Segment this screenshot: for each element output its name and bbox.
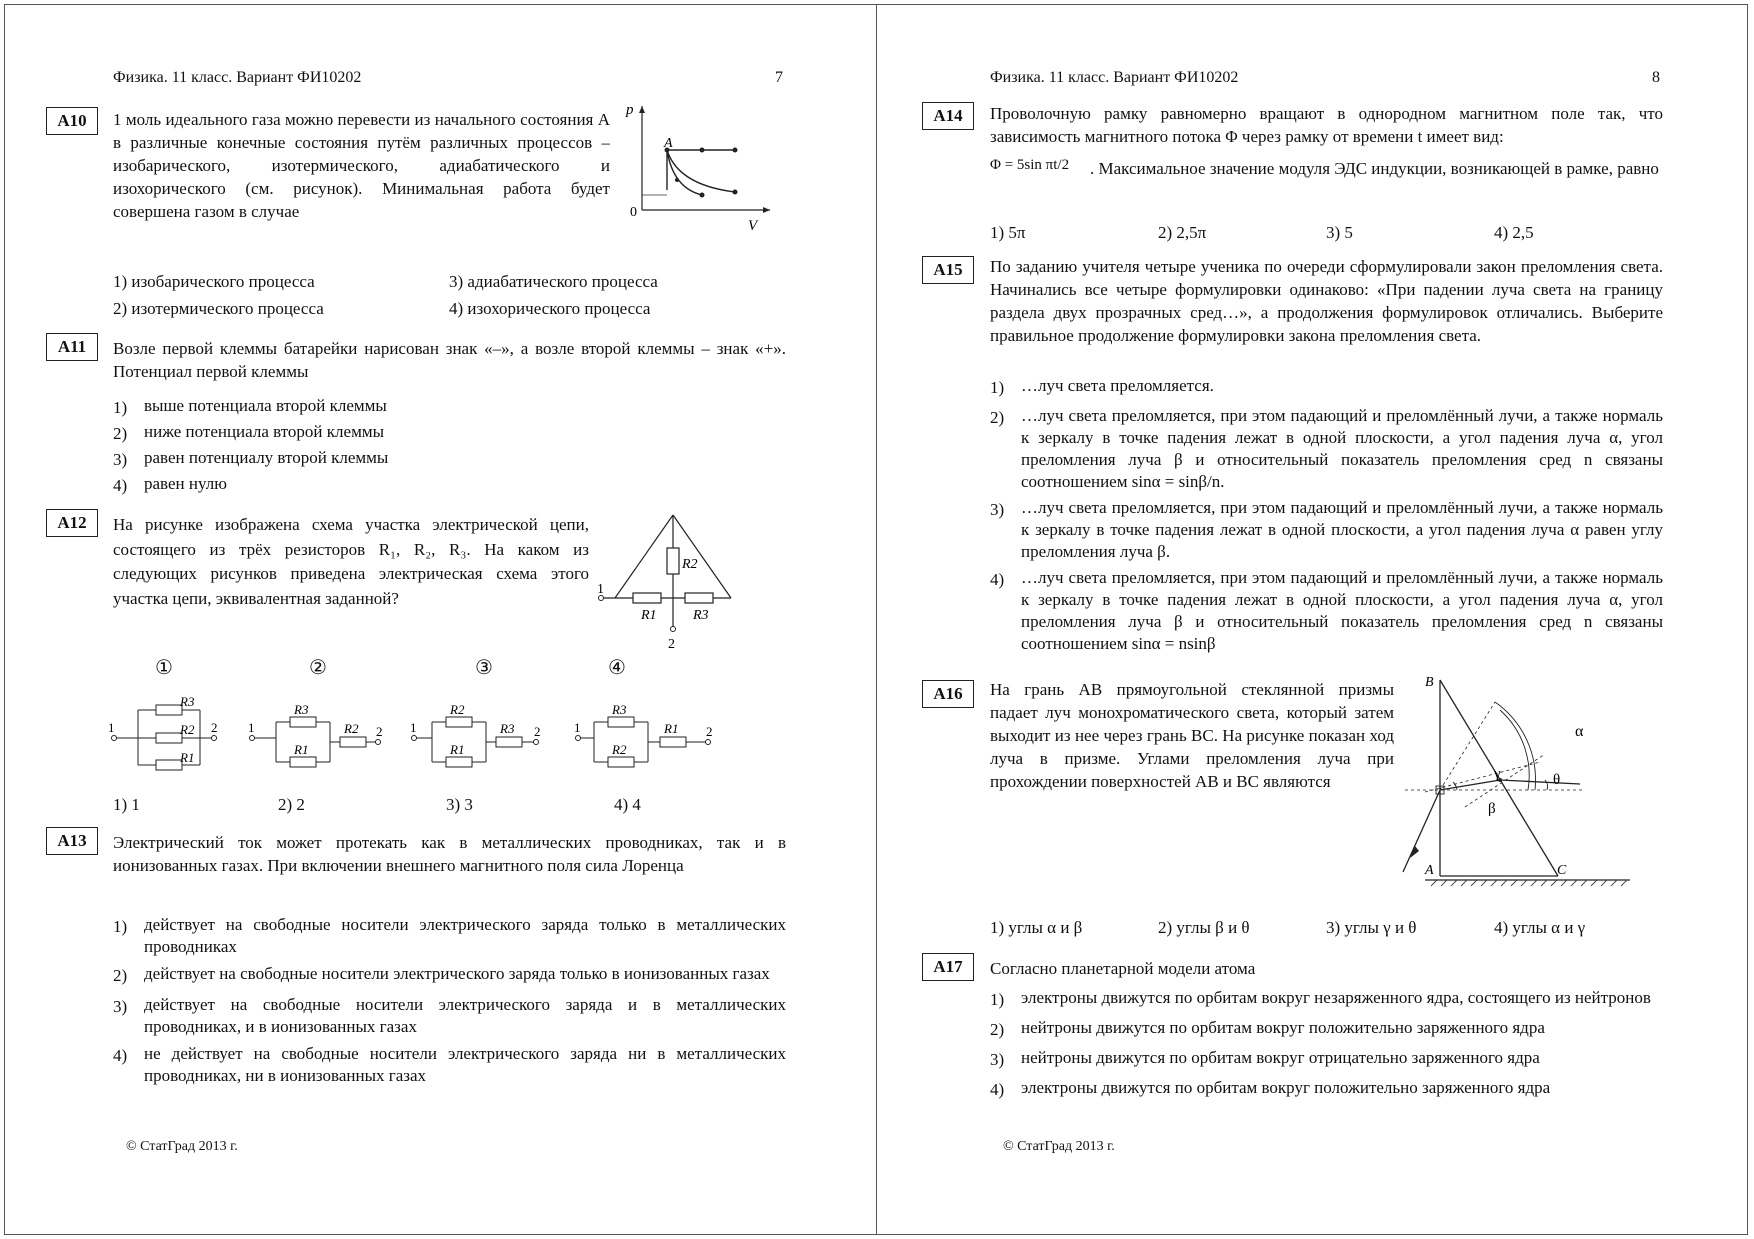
- a16-text: На грань AB прямоугольной стеклянной призмы падает луч монохроматического света, который затем выходит из нее через грань BC. На рисунке показан ход луча в призме. Углами преломления луча при прохождении поверхностей AB и BC являются: [990, 680, 1394, 791]
- a12-options: [113, 795, 641, 815]
- svg-text:β: β: [1488, 801, 1496, 817]
- right-footer: © СтатГрад 2013 г.: [1003, 1139, 1115, 1154]
- a17-option[interactable]: 2) нейтроны движутся по орбитам вокруг положительно заряженного ядра: [990, 1018, 1545, 1039]
- a12-variant-3-circuit: [410, 702, 541, 767]
- a14-text2: . Максимальное значение модуля ЭДС индукции, возникающей в рамке, равно: [1090, 159, 1659, 178]
- svg-text:γ: γ: [1494, 766, 1501, 782]
- a17-option[interactable]: 1) электроны движутся по орбитам вокруг незаряженного ядра, состоящего из нейтронов: [990, 988, 1651, 1009]
- svg-text:R2: R2: [180, 722, 195, 737]
- svg-text:2: 2: [706, 724, 713, 739]
- a15-option[interactable]: 2) …луч света преломляется, при этом падающий и преломлённый лучи, а также нормаль к зеркалу в точке падения лежат в одной плоскости, а угол падения луча α, угол преломления луча β и относительный показатель преломления сред n связаны соотношением sinα = sinβ/n.: [990, 406, 1663, 491]
- a10-options-row1: [113, 272, 658, 292]
- a10-text: 1 моль идеального газа можно перевести из начального состояния A в различные конечные состояния путём различных процессов – изобарического, изотермического, адиабатического и изохорического (см. рисунок). Минимальная работа будет совершена газом в случае: [113, 110, 610, 221]
- left-header: Физика. 11 класс. Вариант ФИ10202: [113, 69, 362, 86]
- svg-text:B: B: [1425, 675, 1434, 690]
- a10-point-label: A: [664, 136, 673, 151]
- a10-option-1[interactable]: 1) изобарического процесса: [113, 272, 315, 291]
- a14-options: [990, 223, 1534, 243]
- a11-option[interactable]: 1) выше потенциала второй клеммы: [113, 396, 387, 417]
- svg-text:R2: R2: [682, 557, 698, 572]
- a12-option-1[interactable]: 1) 1: [113, 795, 140, 814]
- svg-text:R1: R1: [664, 721, 679, 736]
- a17-option[interactable]: 4) электроны движутся по орбитам вокруг положительно заряженного ядра: [990, 1078, 1551, 1099]
- a17-option[interactable]: 3) нейтроны движутся по орбитам вокруг отрицательно заряженного ядра: [990, 1048, 1540, 1069]
- svg-text:1: 1: [248, 720, 255, 735]
- svg-text:θ: θ: [1553, 772, 1561, 788]
- a11-text: Возле первой клеммы батарейки нарисован знак «–», а возле второй клеммы – знак «+». Потенциал первой клеммы: [113, 339, 786, 381]
- a10-option-2[interactable]: 2) изотермического процесса: [113, 299, 324, 318]
- a13-option[interactable]: 4) не действует на свободные носители электрического заряда ни в металлических проводниках, ни в ионизованных газах: [113, 1044, 786, 1085]
- a12-variant-1-number: ①: [155, 657, 173, 679]
- a15-options: [990, 375, 1663, 655]
- svg-text:1: 1: [108, 720, 115, 735]
- a16-option-2[interactable]: 2) углы β и θ: [1158, 918, 1250, 937]
- a16-tag: A16: [922, 680, 974, 708]
- a14-option-2[interactable]: 2) 2,5π: [1158, 223, 1207, 242]
- right-header: Физика. 11 класс. Вариант ФИ10202: [990, 69, 1239, 86]
- a11-option[interactable]: 2) ниже потенциала второй клеммы: [113, 422, 385, 443]
- a16-incident-ray: [1403, 790, 1440, 872]
- svg-text:R1: R1: [450, 742, 465, 757]
- a12-variant-2-circuit: [248, 702, 383, 767]
- a17-options: [990, 987, 1663, 1103]
- a13-option[interactable]: 2) действует на свободные носители электрического заряда только в ионизованных газах: [113, 964, 770, 985]
- svg-text:R1: R1: [294, 742, 309, 757]
- left-page-number: 7: [775, 69, 783, 86]
- a11-options: [113, 395, 786, 499]
- page-divider: [876, 4, 877, 1235]
- svg-text:R1: R1: [180, 750, 195, 765]
- a12-option-2[interactable]: 2) 2: [278, 795, 305, 814]
- a15-text: По заданию учителя четыре ученика по очереди сформулировали закон преломления света. Начинались все четыре формулировки одинаково: «При падении луча света на границу раздела двух прозрачных сред…», а продолжения формулировок отличались. Выберите правильное продолжение формулировки закона преломления света.: [990, 257, 1663, 345]
- svg-text:R3: R3: [693, 608, 709, 623]
- a10-option-3[interactable]: 3) адиабатического процесса: [449, 272, 658, 291]
- svg-text:R1: R1: [641, 608, 657, 623]
- svg-text:2: 2: [211, 720, 218, 735]
- a12-variant-1-circuit: [108, 694, 218, 770]
- a16-option-1[interactable]: 1) углы α и β: [990, 918, 1083, 937]
- a11-option[interactable]: 4) равен нулю: [113, 474, 227, 495]
- a12-option-3[interactable]: 3) 3: [446, 795, 473, 814]
- a12-r3: [685, 593, 713, 603]
- a16-refracted-ray: [1440, 780, 1500, 790]
- a12-tag: A12: [46, 509, 98, 537]
- a12-triangle-circuit: [595, 510, 745, 652]
- svg-text:A: A: [1425, 863, 1434, 878]
- a14-option-4[interactable]: 4) 2,5: [1494, 223, 1534, 242]
- a15-tag: A15: [922, 256, 974, 284]
- svg-text:1: 1: [410, 720, 417, 735]
- a13-text: Электрический ток может протекать как в металлических проводниках, так и в ионизованных газах. При включении внешнего магнитного поля сила Лоренца: [113, 833, 786, 875]
- a13-options: [113, 914, 786, 1087]
- svg-text:R2: R2: [450, 702, 465, 717]
- a10-options-row2: [113, 299, 650, 319]
- a10-v-label: V: [748, 218, 758, 234]
- a16-prism-figure: [1395, 672, 1635, 892]
- a17-text: Согласно планетарной модели атома: [990, 959, 1256, 978]
- a10-adiabat: [667, 150, 702, 195]
- a12-variant-3-number: ③: [475, 657, 493, 679]
- svg-text:R2: R2: [344, 721, 359, 736]
- a16-option-4[interactable]: 4) углы α и γ: [1494, 918, 1586, 937]
- a10-pv-graph: [620, 100, 770, 235]
- a12-r1: [633, 593, 661, 603]
- svg-text:2: 2: [668, 637, 675, 652]
- a14-tag: A14: [922, 102, 974, 130]
- a12-variant-4-circuit: [574, 702, 713, 767]
- svg-text:C: C: [1557, 863, 1567, 878]
- a11-tag: A11: [46, 333, 98, 361]
- a10-option-4[interactable]: 4) изохорического процесса: [449, 299, 651, 318]
- right-page-number: 8: [1652, 69, 1660, 86]
- a12-option-4[interactable]: 4) 4: [614, 795, 641, 814]
- svg-text:1: 1: [574, 720, 581, 735]
- a16-options: [990, 918, 1585, 938]
- a10-isotherm: [667, 150, 735, 192]
- a13-option[interactable]: 1) действует на свободные носители электрического заряда только в металлических проводниках: [113, 915, 786, 956]
- a15-option[interactable]: 1) …луч света преломляется.: [990, 376, 1214, 397]
- a13-option[interactable]: 3) действует на свободные носители электрического заряда и в металлических проводниках, и в ионизованных газах: [113, 995, 786, 1036]
- svg-text:2: 2: [376, 724, 383, 739]
- a10-origin-label: 0: [630, 205, 637, 220]
- a16-exit-ray: [1500, 780, 1580, 784]
- svg-text:1: 1: [597, 582, 604, 597]
- svg-text:R2: R2: [612, 742, 627, 757]
- a17-tag: A17: [922, 953, 974, 981]
- svg-text:R3: R3: [612, 702, 627, 717]
- a12-variant-2-number: ②: [309, 657, 327, 679]
- a10-tag: A10: [46, 107, 98, 135]
- a14-formula: Φ = 5sin πt/2: [990, 157, 1070, 173]
- a10-p-label: p: [626, 102, 634, 118]
- a12-variant-circuits: [108, 688, 728, 778]
- a12-r2: [667, 548, 679, 574]
- svg-text:α: α: [1575, 723, 1584, 740]
- a11-option[interactable]: 3) равен потенциалу второй клеммы: [113, 448, 389, 469]
- a13-tag: A13: [46, 827, 98, 855]
- a15-option[interactable]: 3) …луч света преломляется, при этом падающий и преломлённый лучи, а также нормаль к зеркалу в точке падения лежат в одной плоскости, а угол падения луча α равен углу преломления луча β.: [990, 498, 1663, 561]
- a12-text: На рисунке изображена схема участка электрической цепи, состоящего из трёх резисторов R₁, R₂, R₃. На каком из следующих рисунков приведена электрическая схема этого участка цепи, эквивалентная заданной?: [113, 515, 589, 608]
- svg-text:R3: R3: [294, 702, 309, 717]
- svg-text:R3: R3: [500, 721, 515, 736]
- a14-text: Проволочную рамку равномерно вращают в однородном магнитном поле так, что зависимость магнитного потока Φ через рамку от времени t имеет вид:: [990, 104, 1663, 146]
- a12-variant-4-number: ④: [608, 657, 626, 679]
- a16-option-3[interactable]: 3) углы γ и θ: [1326, 918, 1417, 937]
- svg-text:2: 2: [534, 724, 541, 739]
- a14-option-1[interactable]: 1) 5π: [990, 223, 1026, 242]
- left-footer: © СтатГрад 2013 г.: [126, 1139, 238, 1154]
- a15-option[interactable]: 4) …луч света преломляется, при этом падающий и преломлённый лучи, а также нормаль к зеркалу в точке падения лежат в одной плоскости, а угол падения луча α, угол преломления луча β и относительный показатель преломления сред n связаны соотношением sinα = nsinβ: [990, 568, 1663, 653]
- a14-option-3[interactable]: 3) 5: [1326, 223, 1353, 242]
- svg-text:R3: R3: [180, 694, 195, 709]
